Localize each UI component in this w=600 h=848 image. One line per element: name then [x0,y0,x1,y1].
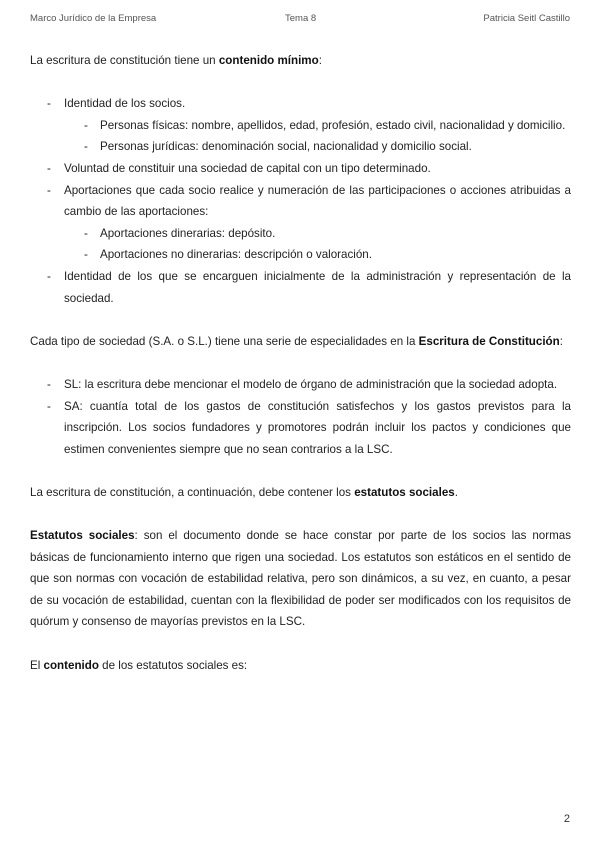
statutes-def-text: : son el documento donde se hace constar por parte de los socios las normas básicas de funcionamiento interno que rigen una sociedad. Los estatutos son estáticos en el sentido de que son normas con vocación de estabilidad relativa, pero son dinámicos, a su vez, en cuanto, a pesar de su vocación de estabilidad, cuentan con la flexibilidad de poder ser modificados con los requisitos de quórum y consenso de mayorías previstos en la LSC. [30,529,572,629]
list-item: - SA: cuantía total de los gastos de constitución satisfechos y los gastos previstos para la inscripción. Los socios fundadores y promotores podrán incluir los pactos y condiciones que estimen convenientes siempre que no sean contrarios a la LSC. [30,396,571,461]
list-subitem: - Aportaciones no dinerarias: descripción o valoración. [30,244,571,266]
statutes-intro-punct: . [454,485,458,499]
intro-text: La escritura de constitución tiene un [30,54,219,67]
list-subitem: - Personas físicas: nombre, apellidos, edad, profesión, estado civil, nacionalidad y domicilio. [30,115,571,137]
intro-paragraph [30,50,571,72]
statutes-definition-paragraph [30,525,571,633]
specialties-paragraph [30,331,571,353]
header-topic: Tema 8 [285,13,317,24]
statutes-intro-text: La escritura de constitución, a continuación, debe contener los [30,485,355,499]
statutes-content-text: El [30,658,44,672]
minimum-content-list [30,93,571,309]
page-number: 2 [563,813,570,825]
list-item: - SL: la escritura debe mencionar el modelo de órgano de administración que la sociedad adopta. [30,374,571,396]
intro-punct: : [318,54,322,67]
statutes-content-bold: contenido [43,658,99,672]
statutes-def-bold: Estatutos sociales [30,529,135,543]
specialties-text: Cada tipo de sociedad (S.A. o S.L.) tiene una serie de especialidades en la [30,334,419,348]
specialties-list [30,374,571,460]
specialties-punct: : [559,334,563,348]
statutes-intro-paragraph [30,482,571,504]
list-item: - Identidad de los socios. [30,93,571,115]
statutes-content-rest: de los estatutos sociales es: [98,658,248,672]
list-subitem: - Personas jurídicas: denominación social, nacionalidad y domicilio social. [30,136,571,158]
header-course-title: Marco Jurídico de la Empresa [30,13,157,24]
list-item: - Voluntad de constituir una sociedad de capital con un tipo determinado. [30,158,571,180]
specialties-bold: Escritura de Constitución [418,334,560,348]
intro-bold: contenido mínimo [218,54,319,67]
list-item: - Aportaciones que cada socio realice y numeración de las participaciones o acciones atribuidas a cambio de las aportaciones: [30,180,571,223]
header-author: Patricia Seitl Castillo [483,13,570,24]
statutes-intro-bold: estatutos sociales [354,485,455,499]
page-body [30,50,571,676]
page-header [30,13,570,27]
list-item: - Identidad de los que se encarguen inicialmente de la administración y representación de la sociedad. [30,266,571,309]
statutes-content-paragraph [30,655,571,677]
list-subitem: - Aportaciones dinerarias: depósito. [30,223,571,245]
